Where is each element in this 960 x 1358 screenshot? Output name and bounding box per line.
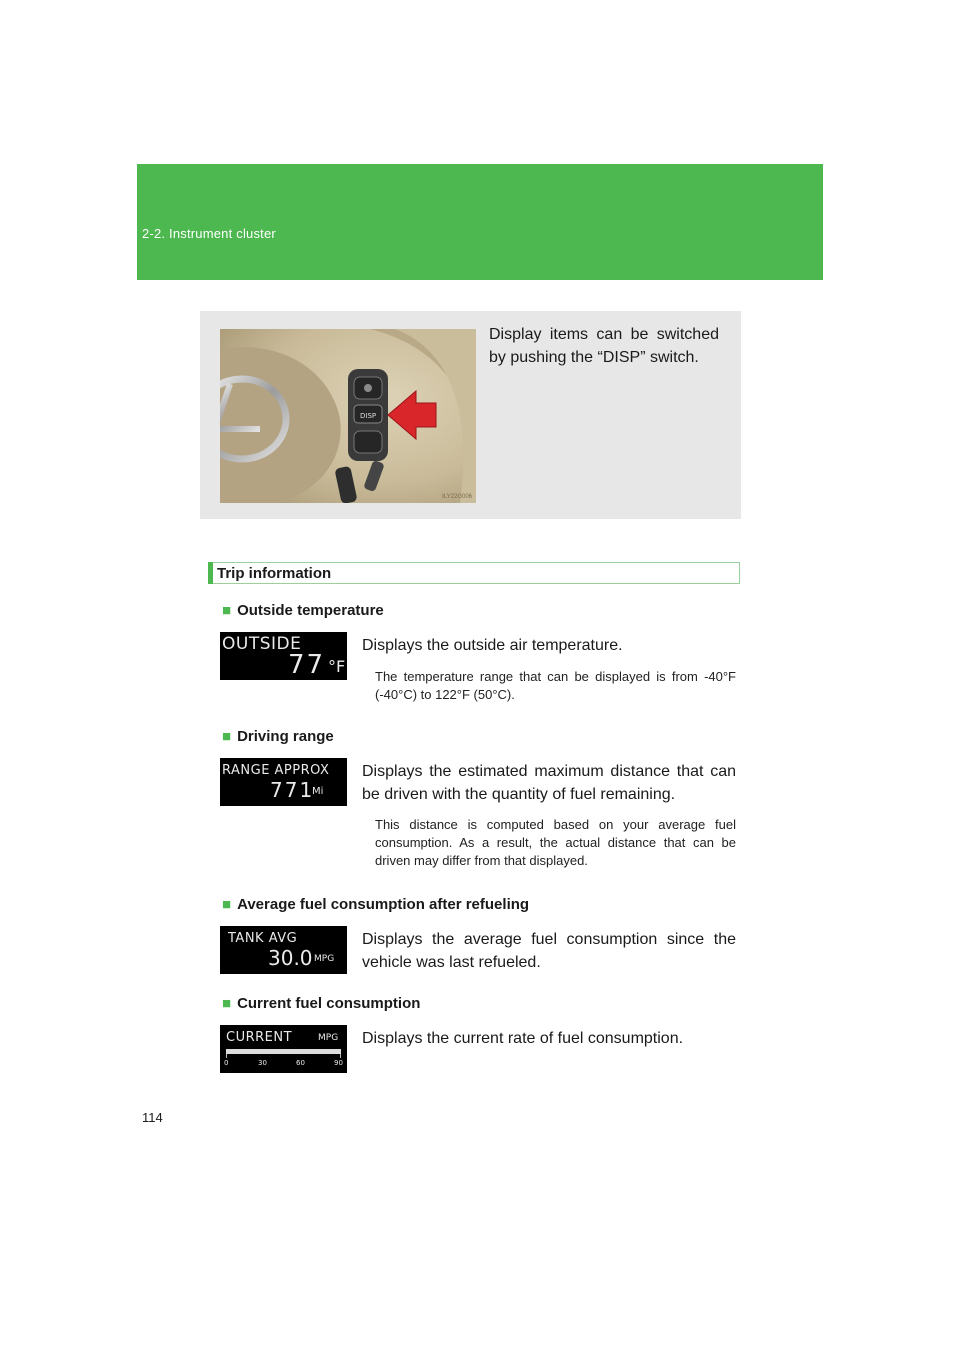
lcd-value: 30.0: [268, 946, 313, 970]
scale-label-90: 90: [334, 1059, 343, 1067]
green-square-bullet-icon: ■: [222, 896, 232, 913]
scale-label-30: 30: [258, 1059, 267, 1067]
green-square-bullet-icon: ■: [222, 602, 232, 619]
lcd-value: 771: [270, 778, 315, 802]
steering-wheel-illustration: [220, 329, 476, 503]
scale-label-0: 0: [224, 1059, 229, 1067]
driving-range-description: Displays the estimated maximum distance that can be driven with the quantity of fuel remaining.: [362, 763, 736, 803]
scale-label-60: 60: [296, 1059, 305, 1067]
disp-instruction-text: Display items can be switched by pushing the “DISP” switch.: [489, 326, 719, 366]
current-fuel-description: Displays the current rate of fuel consumption.: [362, 1030, 684, 1047]
heading-accent-bar: [208, 562, 213, 584]
lcd-label: CURRENT: [226, 1030, 293, 1045]
lcd-unit: Mi: [312, 786, 324, 797]
page-number: 114: [142, 1110, 163, 1125]
average-fuel-display: [220, 926, 347, 974]
average-fuel-description: Displays the average fuel consumption since the vehicle was last refueled.: [362, 931, 736, 971]
header-band: [137, 164, 823, 280]
lcd-unit: MPG: [314, 954, 335, 964]
lcd-label: TANK AVG: [228, 931, 298, 946]
outside-temperature-heading: ■ Outside temperature: [222, 602, 384, 619]
average-fuel-heading: ■ Average fuel consumption after refueling: [222, 896, 530, 913]
steering-wheel-photo: [220, 329, 476, 503]
lcd-value: 77: [288, 650, 326, 680]
outside-temperature-note: The temperature range that can be displayed is from -40°F (-40°C) to 122°F (50°C).: [375, 669, 736, 702]
lcd-label: OUTSIDE: [222, 634, 302, 654]
current-fuel-display: [220, 1025, 347, 1073]
current-fuel-heading: ■ Current fuel consumption: [222, 995, 421, 1012]
green-square-bullet-icon: ■: [222, 995, 232, 1012]
section-title: 2-2. Instrument cluster: [142, 226, 276, 241]
driving-range-display: [220, 758, 347, 806]
lcd-unit: MPG: [318, 1033, 339, 1043]
outside-temperature-description: Displays the outside air temperature.: [362, 637, 623, 654]
trip-information-heading: [208, 562, 740, 584]
scale-ticks: [226, 1054, 341, 1058]
outside-temperature-display: [220, 632, 347, 680]
lcd-unit: °F: [328, 657, 346, 676]
driving-range-heading: ■ Driving range: [222, 728, 334, 745]
driving-range-note: This distance is computed based on your average fuel consumption. As a result, the actual distance that can be driven may differ from that displayed.: [375, 817, 736, 868]
green-square-bullet-icon: ■: [222, 728, 232, 745]
disp-switch-label: DISP: [360, 412, 377, 420]
photo-code: ILY22G006: [442, 494, 472, 500]
lcd-label: RANGE APPROX: [222, 763, 330, 778]
disp-info-panel: [200, 311, 741, 519]
trip-information-title: Trip information: [217, 565, 332, 582]
